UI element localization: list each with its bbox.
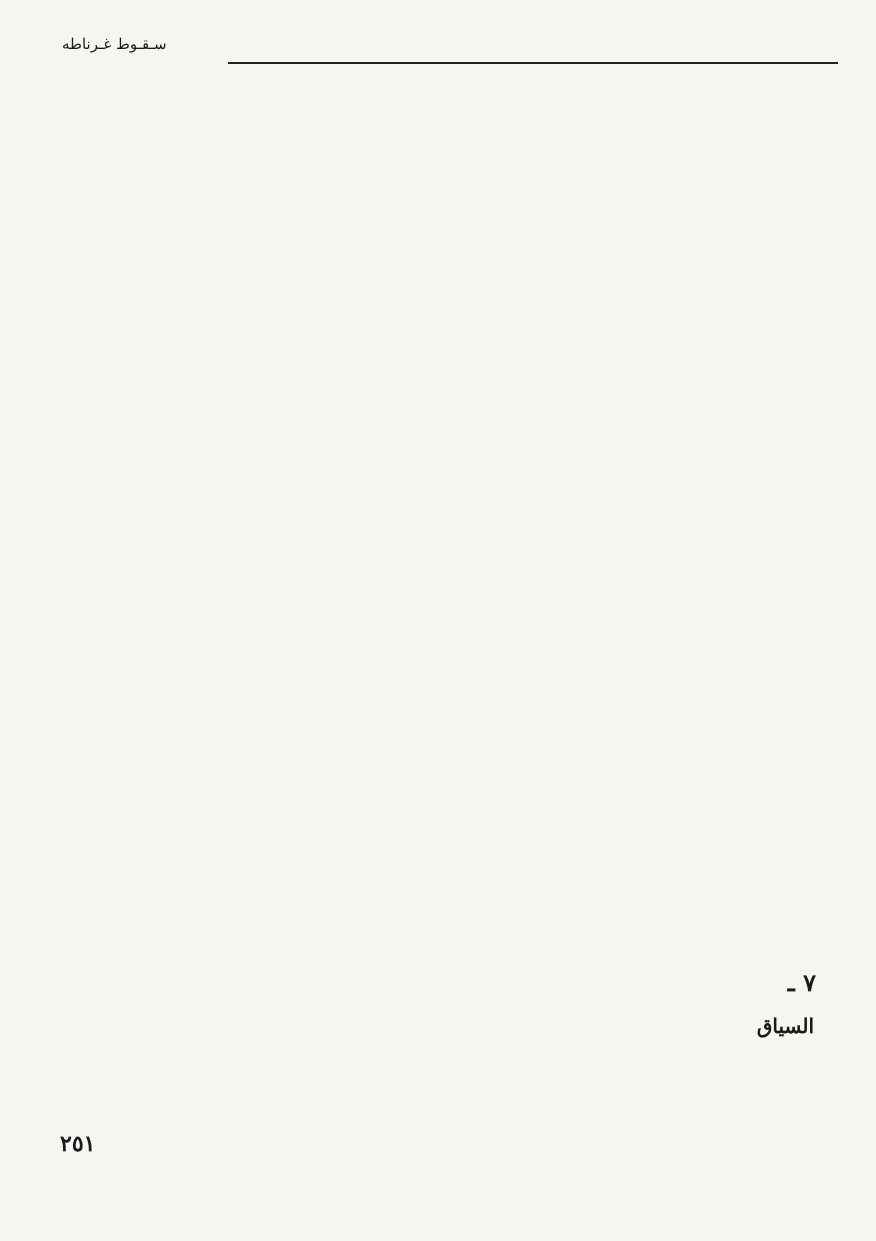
section-number: ٧ ـ	[787, 968, 816, 997]
page-number: ٢٥١	[60, 1131, 96, 1157]
running-head-title: سـقـوط غـرناطه	[62, 35, 167, 53]
section-title: السياق	[756, 1014, 814, 1038]
header-rule	[228, 62, 838, 64]
running-head	[0, 30, 876, 70]
